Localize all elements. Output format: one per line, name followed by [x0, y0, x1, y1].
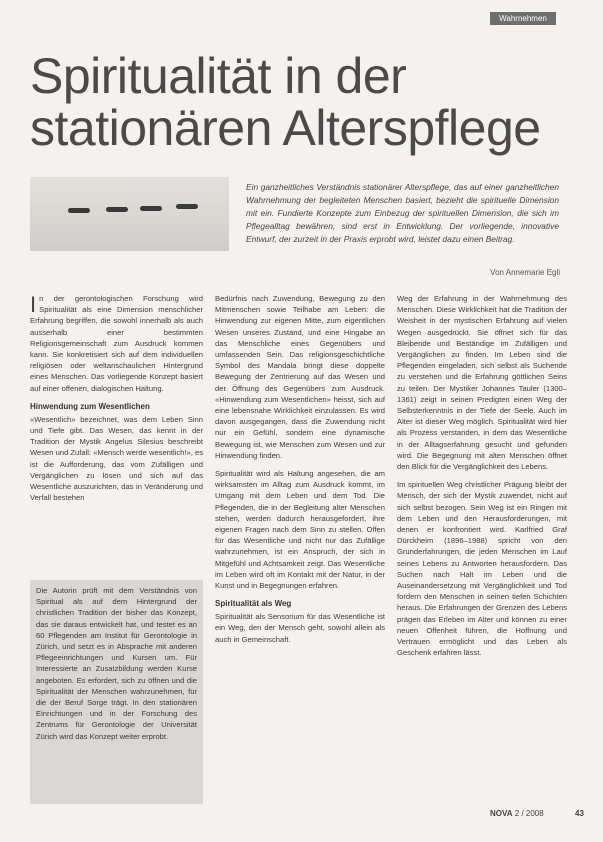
- bird-shape: [106, 207, 128, 212]
- header-photo: [30, 177, 229, 251]
- article-title: Spiritualität in der stationären Alterspflege: [30, 48, 541, 156]
- bird-shape: [68, 208, 90, 213]
- section-heading: Hinwendung zum Wesentlichen: [30, 401, 150, 411]
- text-column-3: [397, 293, 567, 666]
- page-number: 43: [575, 809, 584, 818]
- body-paragraph: Weg der Erfahrung in der Wahrnehmung des Menschen. Diese Wirklichkeit hat die Tradition der Weisheit in der mystischen Erfahrung auf vielen Wegen ausgedrückt. Sie öffnet sich für das Bleibende und Beständige im Zufälligen und Vergänglichen zu finden. Im Leben sind die Pflegenden eingeladen, sich selbst als Suchende zu verstehen und die Erfahrung göttlichen Seins zu teilen. Der Mystiker Johannes Tauler (1300–1361) zeigt in seinen Predigten einen Weg der Selbsterkenntnis in der Tiefe der Seele. Auch im Alter ist dieser Weg möglich. Spiritualität wird hier als Prozess verstanden, in dem das Wesentliche in der Alltagserfahrung gesucht und gefunden wird. Die Begegnung mit alten Menschen öffnet den Blick für die Vergänglichkeit des Lebens.: [397, 294, 567, 472]
- bird-shape: [176, 204, 198, 209]
- body-paragraph: Spiritualität wird als Haltung angesehen, die am wirksamsten im Alltag zum Ausdruck kommt, im Umgang mit dem Leben und dem Tod. Die Pflegenden, die in der Begleitung alter Menschen stehen, werden dadurch herausgefordert, ihre eigenen Fragen nach dem Sinn zu stellen. Offen für das Wesentliche und nicht nur das Zufällige wahrzunehmen, ist ein Anspruch, der sich in Mitgefühl und Achtsamkeit zeigt. Das Wesentliche im Leben wird oft im Kontakt mit der Natur, in der Kunst und in Begegnungen erfahren.: [215, 469, 385, 591]
- info-box: Die Autorin prüft mit dem Verständnis von Spiritual als auf dem Hintergrund der christlichen Tradition der bisher das Konzept, das sie daraus entwickelt hat, und testet es an 60 Pflegenden am Institut für Gerontologie in Zürich, und setzt es in Absprache mit anderen Pflegeeinrichtungen und Kursen um. Für Interessierte an Zusatzbildung werden Kurse angeboten. Es erfordert, sich zu öffnen und die Spiritualität der Menschen wahrzunehmen, für die der Beruf Sorge trägt. In den stationären Einrichtungen und in der Forschung des Zentrums für Gerontologie der Universität Zürich wird das Konzept weiter erprobt.: [30, 580, 203, 804]
- magazine-name: NOVA: [490, 809, 513, 818]
- footer-magazine: [490, 809, 544, 818]
- body-paragraph: «Wesentlich» bezeichnet, was dem Leben Sinn und Tiefe gibt. Das Wesen, das kennt in der Tradition der Mystik Angelus Silesius beschreibt Wesen und Zufall: «Mensch werde wesentlich!», es ist die Aufforderung, das vom Zufälligen und Vergänglichen zu lösen und sich auf das Wesentliche auszurichten, das in Veränderung und Verfall bestehen: [30, 414, 203, 503]
- bird-shape: [140, 206, 162, 211]
- article-author: Von Annemarie Egli: [490, 268, 560, 277]
- text-column-1: [30, 293, 203, 510]
- section-heading: Spiritualität als Weg: [215, 599, 292, 609]
- article-lead: Ein ganzheitliches Verständnis stationärer Alterspflege, das auf einer ganzheitlichen Wahrnehmung der begleiteten Menschen basiert, bezieht die spirituelle Dimension mit ein. Fundierte Konzepte zum Einbezug der spirituellen Dimension, die sich im Pflegealltag bewähren, sind erst in Entwicklung. Der vorliegende, innovative Entwurf, der zurzeit in der Praxis erprobt wird, leistet dazu einen Beitrag.: [246, 182, 559, 244]
- body-paragraph: Bedürfnis nach Zuwendung, Bewegung zu den Mitmenschen sowie Teilhabe am Leben: die Hinwendung zur eigenen Mitte, zum eigentlichen Wesen unseres Zustand, und eine Hingabe an das Menschliche eines Gegenübers und umfassenden Sein. Das religionsgeschichtliche Symbol des Mandala bringt diese doppelte Bewegung der Zentrierung auf das Wesen und der Öffnung des Gegenübers zum Ausdruck. «Hinwendung zum Wesentlichen» heisst, sich auf eine lebensnahe Wirklichkeit einzulassen. Es wird davon ausgegangen, dass die Zuwendung nicht nur ein Gefühl, sondern eine dynamische Bewegung ist, wie Menschen zum Wesen und zur Hinwendung finden.: [215, 294, 385, 460]
- body-paragraph: Im spirituellen Weg christlicher Prägung bleibt der Mensch, der sich der Mystik zuwendet, nicht auf sich selbst bezogen. Sein Weg ist ein Ringen mit dem Leben und den Herausforderungen, mit denen er konfrontiert wird. Karlfried Graf Dürckheim (1896–1988) spricht von den Grunderfahrungen, die jeden Menschen im Lauf seines Lebens zu Antworten herausfordern. Das Suchen nach Halt im Leben und die Auseinandersetzung mit Vergänglichkeit und Tod fordern den Menschen in seinen tiefen Schichten heraus. Die Erfahrungen der Grenzen des Lebens prägen das Erleben im Alter und können zu einer neuen Offenheit führen, die Hoffnung und Vertrauen ermöglicht und das Leben als Geschenk erfahren lässt.: [397, 480, 567, 658]
- section-tag: Wahrnehmen: [490, 12, 556, 25]
- issue-number: 2 / 2008: [514, 809, 544, 818]
- intro-paragraph: [30, 293, 203, 394]
- body-paragraph: Spiritualität als Sensorium für das Wesentliche ist ein Weg, den der Mensch geht, sowohl allein als auch in Gemeinschaft.: [215, 612, 385, 644]
- text-column-2: [215, 293, 385, 652]
- drop-cap: I: [30, 292, 37, 317]
- intro-text: n der gerontologischen Forschung wird Spiritualität als eine Dimension menschlicher Erfahrung begriffen, die sowohl innerhalb als auch ausserhalb einer bestimmten Religionsgemeinschaft zum Ausdruck kommen kann. Sie konkretisiert sich auf dem individuellen religiösen oder weltanschaulichen Hintergrund eines Menschen. Das vorliegende Konzept basiert auf einer offenen, dialogischen Haltung.: [30, 294, 203, 393]
